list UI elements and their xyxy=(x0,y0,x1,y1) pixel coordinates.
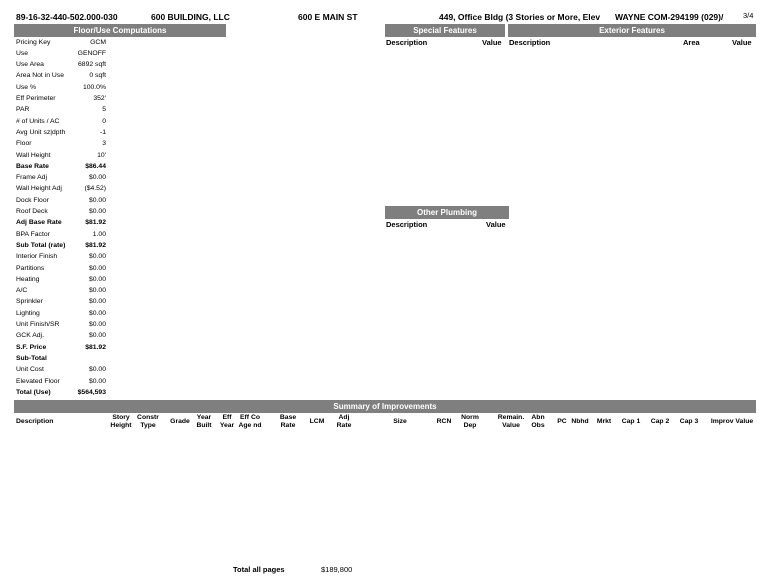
floor-use-row xyxy=(14,39,106,50)
floor-use-label: Lighting xyxy=(16,309,40,317)
floor-use-row xyxy=(14,321,106,332)
floor-use-label: Floor xyxy=(16,140,32,148)
summary-column-header: PC xyxy=(557,418,567,425)
floor-use-value: 352' xyxy=(93,95,106,102)
floor-use-label: Unit Finish/SR xyxy=(16,321,60,328)
floor-use-value: 1.00 xyxy=(92,230,106,238)
floor-use-label: Partitions xyxy=(16,264,45,272)
other-plumbing-value-header: Value xyxy=(486,220,506,229)
floor-use-row xyxy=(14,61,106,72)
property-class: 449, Office Bldg (3 Stories or More, Elev xyxy=(439,12,601,22)
floor-use-label: BPA Factor xyxy=(16,230,50,238)
floor-use-row xyxy=(14,253,106,264)
floor-use-label: # of Units / AC xyxy=(16,117,60,125)
owner-name: 600 BUILDING, LLC xyxy=(151,12,230,22)
floor-use-value: $0.00 xyxy=(88,332,106,340)
floor-use-row xyxy=(14,118,106,129)
floor-use-value: $81.92 xyxy=(85,219,106,227)
other-plumbing-title: Other Plumbing xyxy=(385,206,509,219)
floor-use-value: 10' xyxy=(97,151,106,159)
floor-use-row xyxy=(14,298,106,309)
floor-use-value: $0.00 xyxy=(88,174,106,182)
summary-column-header: Mrkt xyxy=(596,418,612,425)
exterior-features-title: Exterior Features xyxy=(508,24,756,37)
summary-column-header: Constr Type xyxy=(137,414,159,429)
parcel-number: 89-16-32-440-502.000-030 xyxy=(16,12,118,22)
summary-column-header: Year Built xyxy=(196,414,212,429)
summary-column-header: RCN xyxy=(436,418,452,425)
floor-use-label: Interior Finish xyxy=(16,253,58,261)
summary-column-header: Eff Year xyxy=(219,414,235,429)
floor-use-row xyxy=(14,197,106,208)
summary-column-header: Base Rate xyxy=(279,414,297,429)
floor-use-value: 3 xyxy=(102,140,106,148)
floor-use-row xyxy=(14,106,106,117)
floor-use-value: $0.00 xyxy=(88,377,106,385)
summary-column-header: Abn Obs xyxy=(531,414,545,429)
special-features-description-header: Description xyxy=(386,38,428,47)
floor-use-label: Use Area xyxy=(16,61,44,69)
total-all-pages-label: Total all pages xyxy=(233,565,285,574)
floor-use-row xyxy=(14,242,106,253)
floor-use-label: S.F. Price xyxy=(16,343,47,351)
floor-use-row xyxy=(14,389,106,400)
floor-use-row xyxy=(14,50,106,61)
floor-use-row xyxy=(14,344,106,355)
floor-use-value: $81.92 xyxy=(85,343,106,351)
page-number: 3/4 xyxy=(743,11,754,20)
summary-column-header: LCM xyxy=(309,418,325,425)
floor-use-row xyxy=(14,287,106,298)
floor-use-value: -1 xyxy=(99,128,106,136)
floor-use-row xyxy=(14,310,106,321)
floor-use-row xyxy=(14,140,106,151)
special-features-value-header: Value xyxy=(482,38,502,47)
floor-use-value: $0.00 xyxy=(88,298,106,306)
total-all-pages-value: $189,800 xyxy=(321,565,353,574)
floor-use-value: GCM xyxy=(90,38,106,46)
exterior-features-value-header: Value xyxy=(732,38,752,47)
summary-column-header: Adj Rate xyxy=(336,414,352,429)
floor-use-row xyxy=(14,219,106,230)
floor-use-value: $0.00 xyxy=(88,321,106,328)
other-plumbing-description-header: Description xyxy=(386,220,428,229)
summary-column-header: Improv Value xyxy=(710,418,754,425)
floor-use-label: Total (Use) xyxy=(16,388,51,396)
floor-use-label: Roof Deck xyxy=(16,208,48,215)
floor-use-label: Sub-Total xyxy=(16,354,47,362)
floor-use-value: 100.0% xyxy=(82,83,106,91)
floor-use-row xyxy=(14,84,106,95)
floor-use-row xyxy=(14,174,106,185)
floor-use-label: Frame Adj xyxy=(16,174,47,182)
floor-use-label: Sprinkler xyxy=(16,298,43,306)
floor-use-label: Eff Perimeter xyxy=(16,95,56,102)
floor-use-row xyxy=(14,265,106,276)
floor-use-row xyxy=(14,163,106,174)
summary-title: Summary of Improvements xyxy=(14,400,756,413)
floor-use-row xyxy=(14,185,106,196)
floor-use-label: Unit Cost xyxy=(16,366,44,374)
floor-use-row xyxy=(14,152,106,163)
floor-use-value: $0.00 xyxy=(88,196,106,204)
floor-use-label: Avg Unit sz|dpth xyxy=(16,128,66,136)
floor-use-row xyxy=(14,208,106,219)
summary-column-header: Description xyxy=(16,418,54,425)
floor-use-label: Use % xyxy=(16,83,37,91)
summary-column-header: Cap 2 xyxy=(650,418,670,425)
floor-use-row xyxy=(14,129,106,140)
floor-use-row xyxy=(14,332,106,343)
exterior-features-area-header: Area xyxy=(683,38,700,47)
floor-use-label: PAR xyxy=(16,106,30,114)
exterior-features-description-header: Description xyxy=(509,38,551,47)
floor-use-value: $0.00 xyxy=(88,287,106,295)
floor-use-value: $0.00 xyxy=(88,366,106,374)
floor-use-label: Wall Height xyxy=(16,151,51,159)
floor-use-value: 0 sqft xyxy=(89,72,106,80)
summary-column-header: Size xyxy=(393,418,407,425)
floor-use-title: Floor/Use Computations xyxy=(14,24,226,37)
floor-use-row xyxy=(14,95,106,106)
summary-column-header: Norm Dep xyxy=(461,414,479,429)
floor-use-row xyxy=(14,72,106,83)
floor-use-value: 0 xyxy=(102,117,106,125)
floor-use-row xyxy=(14,355,106,366)
summary-column-header: Cap 1 xyxy=(621,418,641,425)
floor-use-label: Elevated Floor xyxy=(16,377,60,385)
floor-use-row xyxy=(14,366,106,377)
floor-use-value: 6892 sqft xyxy=(78,61,106,69)
floor-use-label: Area Not in Use xyxy=(16,72,64,80)
tax-district: WAYNE COM-294199 (029)/ xyxy=(615,12,724,22)
floor-use-label: Dock Floor xyxy=(16,196,49,204)
summary-column-header: Eff Co Age nd xyxy=(238,414,262,429)
floor-use-label: Use xyxy=(16,49,29,57)
property-address: 600 E MAIN ST xyxy=(298,12,358,22)
summary-column-header: Remain. Value xyxy=(497,414,525,429)
floor-use-value: $86.44 xyxy=(85,162,106,170)
floor-use-value: $564,593 xyxy=(77,388,106,396)
summary-column-header: Nbhd xyxy=(571,418,589,425)
floor-use-value: $81.92 xyxy=(85,241,106,249)
floor-use-label: Pricing Key xyxy=(16,38,51,46)
floor-use-label: Adj Base Rate xyxy=(16,219,62,227)
floor-use-value: $0.00 xyxy=(88,208,106,215)
floor-use-row xyxy=(14,378,106,389)
floor-use-value: $0.00 xyxy=(88,275,106,283)
summary-column-header: Grade xyxy=(170,418,190,425)
floor-use-label: GCK Adj. xyxy=(16,332,44,340)
floor-use-label: Base Rate xyxy=(16,162,49,170)
floor-use-label: Sub Total (rate) xyxy=(16,241,66,249)
floor-use-value: 5 xyxy=(102,106,106,114)
floor-use-value: ($4.52) xyxy=(84,185,106,193)
floor-use-value: $0.00 xyxy=(88,309,106,317)
floor-use-value: GENOFF xyxy=(77,49,106,57)
summary-column-header: Story Height xyxy=(110,414,132,429)
floor-use-value: $0.00 xyxy=(88,264,106,272)
floor-use-row xyxy=(14,276,106,287)
summary-column-header: Cap 3 xyxy=(679,418,699,425)
floor-use-label: Wall Height Adj xyxy=(16,185,62,193)
floor-use-value: $0.00 xyxy=(88,253,106,261)
floor-use-row xyxy=(14,231,106,242)
floor-use-label: A/C xyxy=(16,287,28,295)
floor-use-label: Heating xyxy=(16,275,40,283)
special-features-title: Special Features xyxy=(385,24,505,37)
